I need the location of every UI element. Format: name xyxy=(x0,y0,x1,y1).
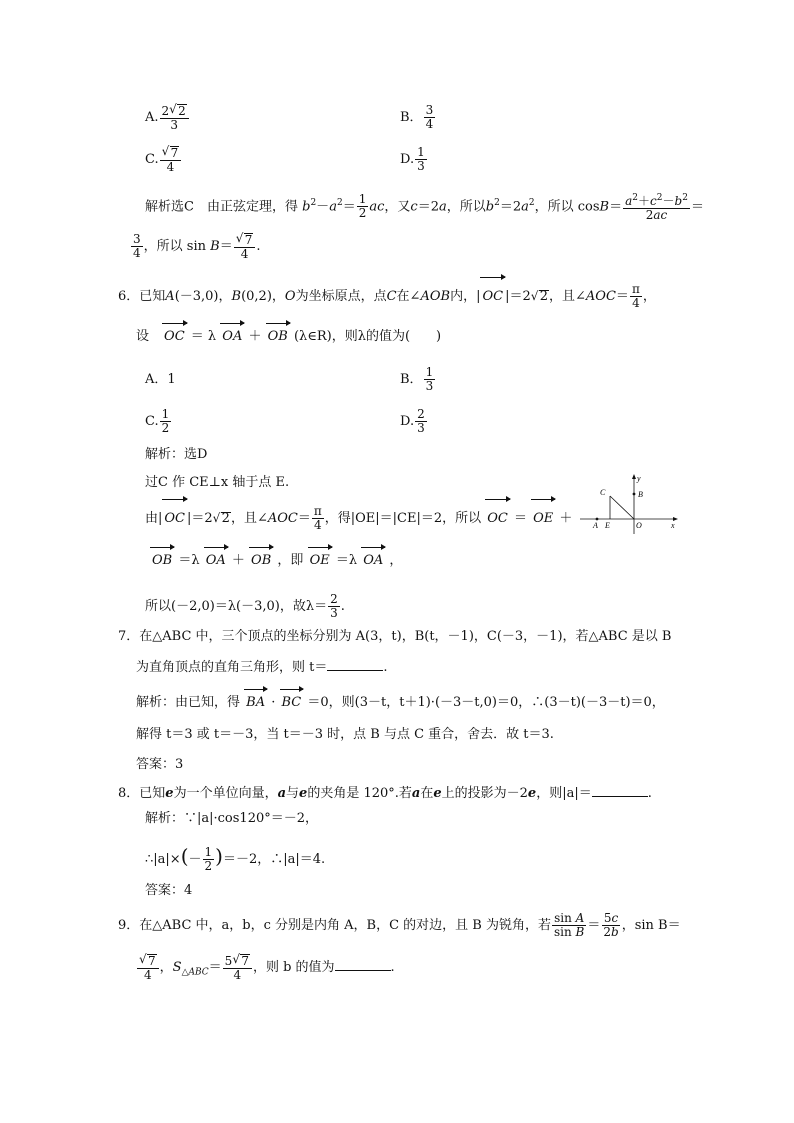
q5-analysis-cont: $\frac{3}{4}$ ，所以 sin B＝ √ $\frac{7}{4}$ . xyxy=(130,230,261,264)
point-a xyxy=(596,518,599,521)
q9-stem-line1: 9．在△ABC 中，a，b，c 分别是内角 A，B，C 的对边，且 B 为锐角，若 $\frac{\text{sin A}}{\text{sin B}}$ ＝ $\frac{5c}{2b}$ ，sin B＝ xyxy=(118,911,681,939)
label-c: C xyxy=(600,488,606,497)
q5-option-b: B． $\frac{3}{4}$ xyxy=(400,103,434,131)
q8-analysis-1: 解析：∵|a|·cos120°＝－2， xyxy=(145,811,319,826)
q6-analysis-1: 解析：选D xyxy=(145,447,208,462)
q8-answer: 答案：4 xyxy=(145,883,193,898)
q6-coordinate-figure xyxy=(580,474,680,534)
q9-stem-line2: √ $\frac{7}{4}$ ，$S_{\triangle ABC}=$ $\frac{5√ 7}{4}$ ，则 b 的值为 . xyxy=(136,950,395,986)
label-y: y xyxy=(637,474,641,483)
q5-option-d: D. $\frac{1}{3}$ xyxy=(400,145,425,173)
q6-option-b: B． $\frac{1}{3}$ xyxy=(400,365,434,393)
q6-analysis-3: 由| OC |＝2√ 2，且∠AOC＝ $\frac{\pi}{4}$ ，得|OE|＝|CE|＝2，所以 OC ＝ OE ＋ xyxy=(145,502,572,536)
q6-analysis-2: 过C 作 CE⊥x 轴于点 E. xyxy=(145,475,290,490)
q7-stem-line1: 7．在△ABC 中，三个顶点的坐标分别为 A(3，t)，B(t，－1)，C(－3，－1)，若△ABC 是以 B xyxy=(118,629,672,644)
q7-analysis-2: 解得 t＝3 或 t＝－3，当 t＝－3 时，点 B 与点 C 重合，舍去．故 t＝3. xyxy=(136,727,554,742)
label-e: E xyxy=(605,521,610,530)
q6-option-d: D. $\frac{2}{3}$ xyxy=(400,407,425,435)
label-b: B xyxy=(638,490,643,499)
q5-option-a: A. $\frac{2√ 2}{3}$ xyxy=(145,100,190,136)
q5-option-c: C. √ $\frac{7}{4}$ xyxy=(145,142,182,178)
q9-answer-blank xyxy=(335,958,391,971)
segment-co xyxy=(610,496,634,519)
q8-stem: 8．已知e为一个单位向量，a与e的夹角是 120°.若a在e上的投影为－2e，则|a|＝ . xyxy=(118,786,652,801)
q6-option-a: A．1 xyxy=(145,372,176,387)
q8-answer-blank xyxy=(592,784,648,797)
label-a: A xyxy=(593,521,598,530)
q7-answer: 答案：3 xyxy=(136,757,184,772)
q6-stem-line2: 设 OC ＝ λ OA ＋ OB (λ∈R)，则λ的值为( ) xyxy=(136,326,441,348)
q6-analysis-4: OB ＝λ OA ＋ OB ，即 OE ＝λ OA ， xyxy=(150,550,402,572)
q7-stem-line2: 为直角顶点的直角三角形，则 t＝ . xyxy=(136,660,388,675)
point-b xyxy=(633,493,636,496)
q6-option-c: C. $\frac{1}{2}$ xyxy=(145,407,170,435)
q8-analysis-2: ∴|a|×(－ $\frac{1}{2}$ )＝－2，∴|a|＝4. xyxy=(145,844,326,873)
q7-answer-blank xyxy=(327,658,383,671)
q5-analysis: 解析选C 由正弦定理，得 $b^2-a^2=$ $\frac{1}{2}$ ac，又c＝2a，所以$b^2=2a^2$，所以 cosB＝ $\frac{a^2+c^2-b^2}{2ac}$ ＝ xyxy=(145,192,704,222)
q7-analysis-1: 解析：由已知，得 BA · BC ＝0，则(3－t，t＋1)·(－3－t,0)＝0，∴(3－t)(－3－t)＝0， xyxy=(136,692,665,714)
label-o: O xyxy=(636,521,642,530)
q6-analysis-5: 所以(－2,0)＝λ(－3,0)，故λ＝ $\frac{2}{3}$ . xyxy=(145,592,345,620)
q6-stem-line1: 6．已知A(－3,0)，B(0,2)，O为坐标原点，点C在∠AOB内，| OC |＝2√ 2，且∠AOC＝ $\frac{\pi}{4}$ ， xyxy=(118,280,656,314)
label-x: x xyxy=(671,521,675,530)
